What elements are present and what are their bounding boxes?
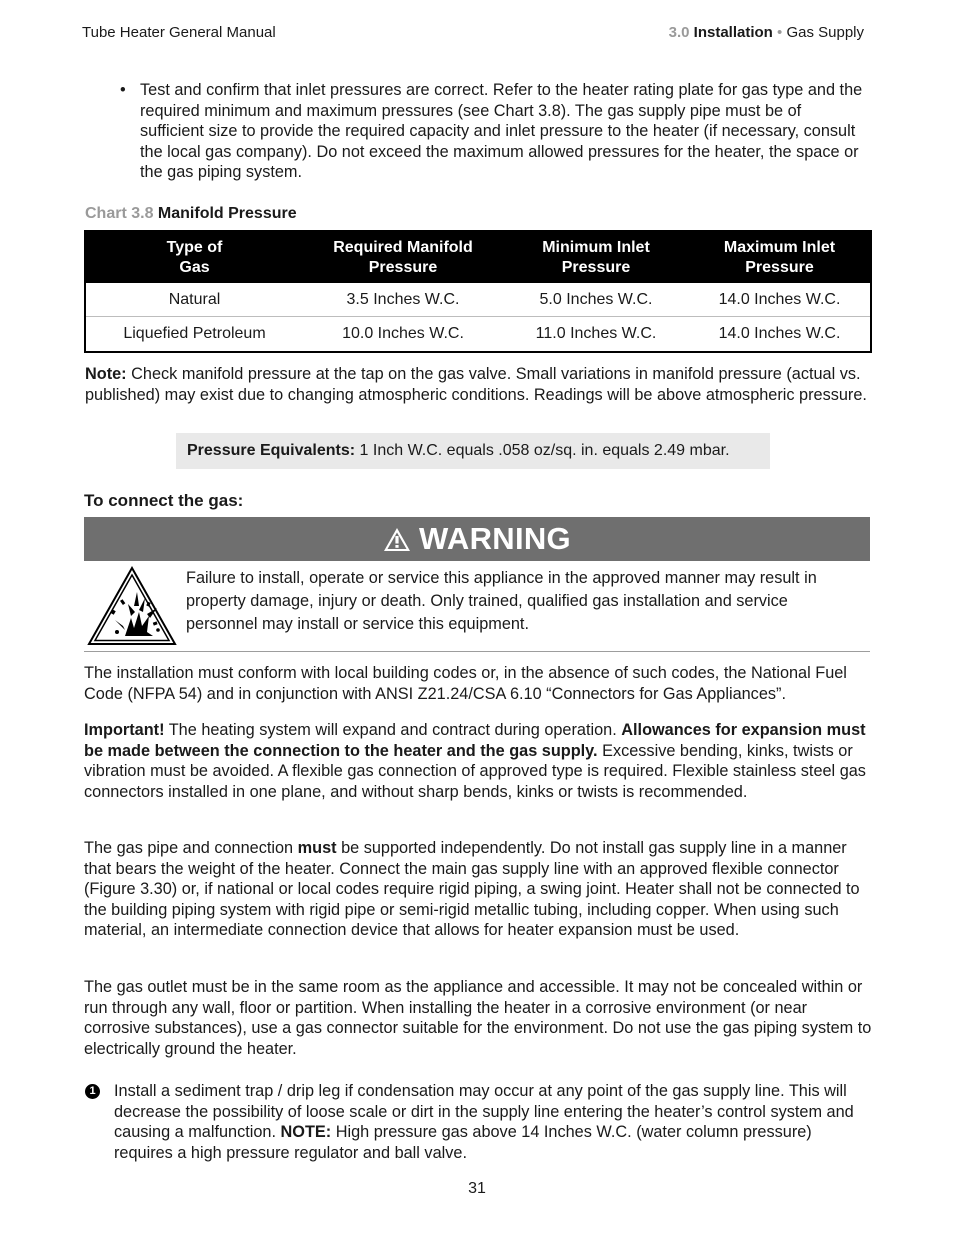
section-name: Installation xyxy=(693,24,773,41)
cell-gas: Natural xyxy=(85,283,303,317)
bullet-marker: • xyxy=(120,81,126,99)
inlet-pressure-bullet xyxy=(120,80,865,183)
step-number-badge: 1 xyxy=(85,1084,100,1099)
step-note-label: NOTE: xyxy=(280,1123,332,1141)
cell-max-inlet: 14.0 Inches W.C. xyxy=(718,325,841,342)
table-row xyxy=(85,317,871,353)
subsection-name: Gas Supply xyxy=(786,24,864,41)
cell-manifold: 3.5 Inches W.C. xyxy=(303,283,503,317)
step-text-2: High pressure gas above 14 Inches W.C. (water column pressure) requires a high pressure regulator and ball valve. xyxy=(114,1123,812,1162)
page-number: 31 xyxy=(468,1180,486,1197)
section-number: 3.0 xyxy=(668,24,690,41)
warning-banner xyxy=(84,517,870,561)
header-manifold-pressure: Required Manifold Pressure xyxy=(303,231,503,283)
cell-max-inlet: 14.0 Inches W.C. xyxy=(689,283,871,317)
manual-title: Tube Heater General Manual xyxy=(82,24,276,41)
warning-divider xyxy=(84,651,870,652)
explosion-hazard-icon xyxy=(87,566,177,646)
header-gas-type: Type of Gas xyxy=(85,231,303,283)
header-max-inlet: Maximum Inlet Pressure xyxy=(689,231,871,283)
manifold-pressure-table xyxy=(84,230,872,353)
table-header-row xyxy=(85,231,871,283)
important-text-2: Excessive bending, kinks, twists or vibration must be avoided. A flexible gas connection of approved type is required. Flexible stainless steel gas connectors installed in one plane, and without sharp bends, kinks or twists is recommended. xyxy=(84,741,866,801)
warning-text: Failure to install, operate or service this appliance in the approved manner may result in property damage, injury or death. Only trained, qualified gas installation and service personnel may install or service this equipment. xyxy=(186,569,817,633)
cell-min-inlet: 5.0 Inches W.C. xyxy=(503,283,689,317)
chart-title: Manifold Pressure xyxy=(157,205,297,222)
cell-manifold: 10.0 Inches W.C. xyxy=(342,325,464,342)
gas-pipe-paragraph xyxy=(84,838,872,941)
step-text xyxy=(114,1081,872,1163)
important-paragraph xyxy=(84,720,872,802)
table-row xyxy=(85,283,871,317)
important-text-1: The heating system will expand and contract during operation. xyxy=(168,721,617,739)
equivalents-text: 1 Inch W.C. equals .058 oz/sq. in. equals 2.49 mbar. xyxy=(359,442,730,459)
note-text: Check manifold pressure at the tap on the gas valve. Small variations in manifold pressure (actual vs. published) may exist due to changing atmospheric conditions. Readings will be above atmospheric pressure. xyxy=(85,365,867,404)
step-text-1: Install a sediment trap / drip leg if condensation may occur at any point of the gas supply line. This will decrease the possibility of loose scale or dirt in the supply line entering the heater’s control system and causing a malfunction. xyxy=(114,1082,854,1141)
bullet-text: Test and confirm that inlet pressures are correct. Refer to the heater rating plate for gas type and the required minimum and maximum pressures (see Chart 3.8). The gas supply pipe must be of sufficient size to provide the required capacity and inlet pressure to the heater (if necessary, consult the local gas company). Do not exceed the maximum allowed pressures for the heater, the space or the gas piping system. xyxy=(140,81,863,181)
important-bold-text: Allowances for expansion must be made between the connection to the heater and the gas supply. xyxy=(84,721,866,760)
cell-gas: Liquefied Petroleum xyxy=(123,325,266,342)
header-min-inlet: Minimum Inlet Pressure xyxy=(503,231,689,283)
install-codes-paragraph: The installation must conform with local building codes or, in the absence of such codes, the National Fuel Code (NFPA 54) and in conjunction with ANSI Z21.24/CSA 6.10 “Connectors for Gas Appliances”. xyxy=(84,664,847,703)
chart-number: Chart 3.8 xyxy=(85,205,154,222)
connect-gas-heading: To connect the gas: xyxy=(84,491,244,510)
breadcrumb-separator: • xyxy=(777,24,783,41)
chart-caption xyxy=(85,205,297,223)
note-label: Note: xyxy=(85,365,127,383)
pipe-text-2: be supported independently. Do not install gas supply line in a manner that bears the weight of the heater. Connect the main gas supply line with an approved flexible connector (Figure 3.30) or, if national or local codes require rigid piping, a swing joint. Heater shall not be connected to the building piping system with rigid pipe or semi-rigid metallic tubing, including copper. When using such material, an intermediate connection device that allows for heater expansion must be used. xyxy=(84,839,860,939)
manifold-note xyxy=(85,364,870,405)
pressure-equivalents-box xyxy=(176,433,770,469)
gas-outlet-paragraph: The gas outlet must be in the same room as the appliance and accessible. It may not be concealed within or run through any wall, floor or partition. When installing the heater in a corrosive environment (or near corrosive substances), use a gas connector suitable for the environment. Do not use the gas piping system to electrically ground the heater. xyxy=(84,978,872,1058)
pipe-text-1: The gas pipe and connection xyxy=(84,839,294,857)
warning-triangle-icon xyxy=(383,527,411,552)
cell-min-inlet: 11.0 Inches W.C. xyxy=(535,325,657,342)
step-sediment-trap xyxy=(84,1081,872,1163)
important-label: Important! xyxy=(84,721,165,739)
section-breadcrumb xyxy=(669,24,864,41)
pipe-bold: must xyxy=(297,839,337,857)
warning-title: WARNING xyxy=(419,521,571,556)
equivalents-label: Pressure Equivalents: xyxy=(187,442,356,459)
